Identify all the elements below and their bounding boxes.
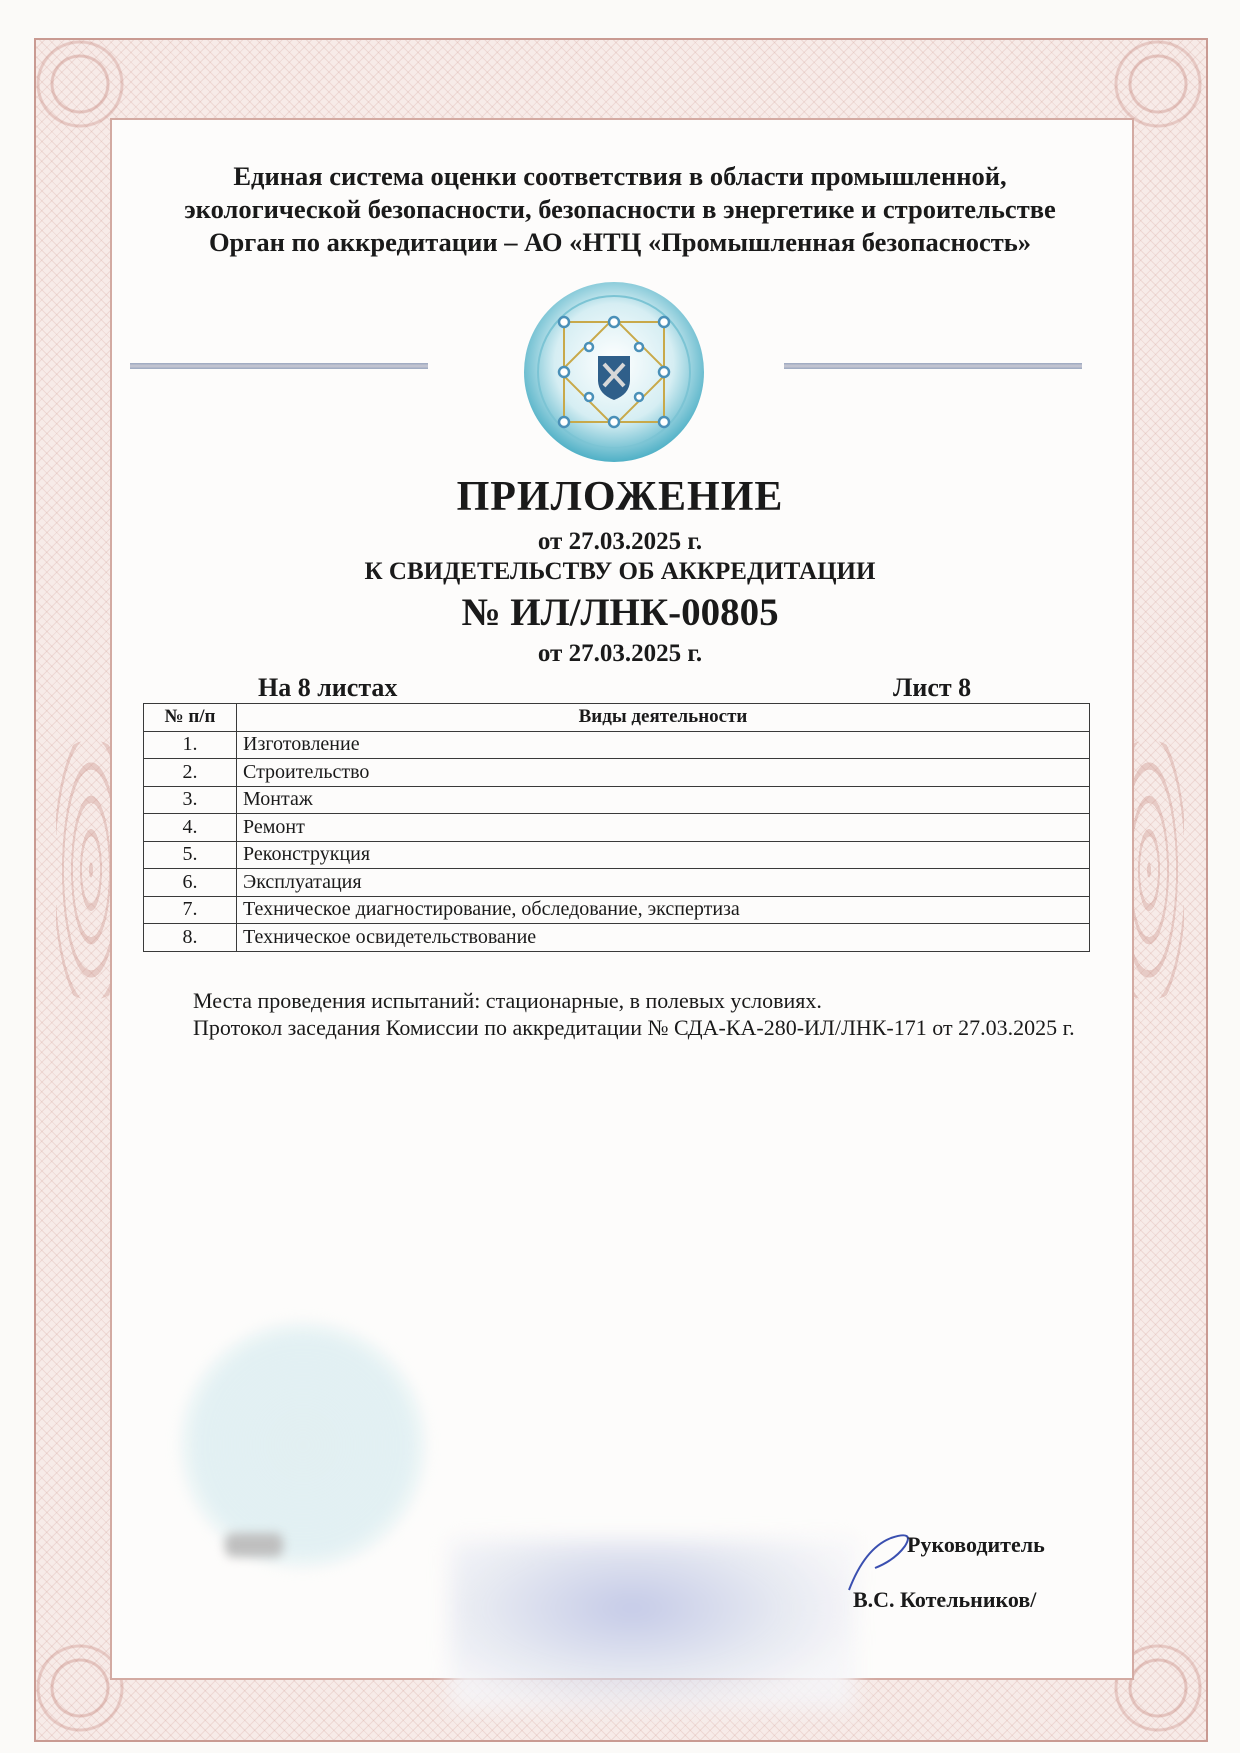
total-sheets: На 8 листах [258,673,398,702]
column-header-activity: Виды деятельности [237,704,1090,732]
table-row [144,841,1090,869]
row-number: 3. [144,786,237,814]
org-line-1: Единая система оценки соответствия в области промышленной, [233,161,1007,191]
row-activity: Монтаж [237,786,1090,814]
activities-table [143,703,1090,952]
current-sheet: Лист 8 [893,673,972,702]
org-line-3: Орган по аккредитации – АО «НТЦ «Промышленная безопасность» [208,227,1032,257]
row-number: 4. [144,814,237,842]
decorative-line-left [130,363,428,369]
row-activity: Эксплуатация [237,869,1090,897]
table-row [144,759,1090,787]
table-row [144,869,1090,897]
row-activity: Реконструкция [237,841,1090,869]
row-activity: Ремонт [237,814,1090,842]
org-line-2: экологической безопасности, безопасности в энергетике и строительстве [184,194,1056,224]
row-activity: Изготовление [237,731,1090,759]
title-date: от 27.03.2025 г. [537,528,703,555]
certificate-reference: К СВИДЕТЕЛЬСТВУ ОБ АККРЕДИТАЦИИ [364,558,876,585]
row-number: 6. [144,869,237,897]
row-number: 7. [144,896,237,924]
row-number: 2. [144,759,237,787]
table-row [144,814,1090,842]
table-row [144,896,1090,924]
document-title: ПРИЛОЖЕНИЕ [456,474,784,520]
testing-places-note: Места проведения испытаний: стационарные, в полевых условиях. [193,988,822,1013]
column-header-number: № п/п [144,704,237,732]
row-number: 8. [144,924,237,952]
official-stamp [178,1320,428,1570]
stamp-mark [225,1533,283,1557]
row-activity: Техническое диагностирование, обследование, экспертиза [237,896,1090,924]
emblem-logo [522,280,706,464]
table-row [144,731,1090,759]
signatory-role: Руководитель [907,1532,1045,1557]
protocol-note: Протокол заседания Комиссии по аккредитации № СДА-КА-280-ИЛ/ЛНК-171 от 27.03.2025 г. [193,1015,1075,1040]
table-row [144,924,1090,952]
row-activity: Строительство [237,759,1090,787]
organization-header [120,160,1120,259]
row-number: 1. [144,731,237,759]
signature-blurred [450,1540,855,1710]
row-activity: Техническое освидетельствование [237,924,1090,952]
decorative-line-right [784,363,1082,369]
table-header-row [144,704,1090,732]
signatory-name: В.С. Котельников/ [853,1587,1037,1612]
row-number: 5. [144,841,237,869]
certificate-number: № ИЛ/ЛНК-00805 [461,591,779,634]
certificate-date: от 27.03.2025 г. [537,640,703,667]
table-row [144,786,1090,814]
